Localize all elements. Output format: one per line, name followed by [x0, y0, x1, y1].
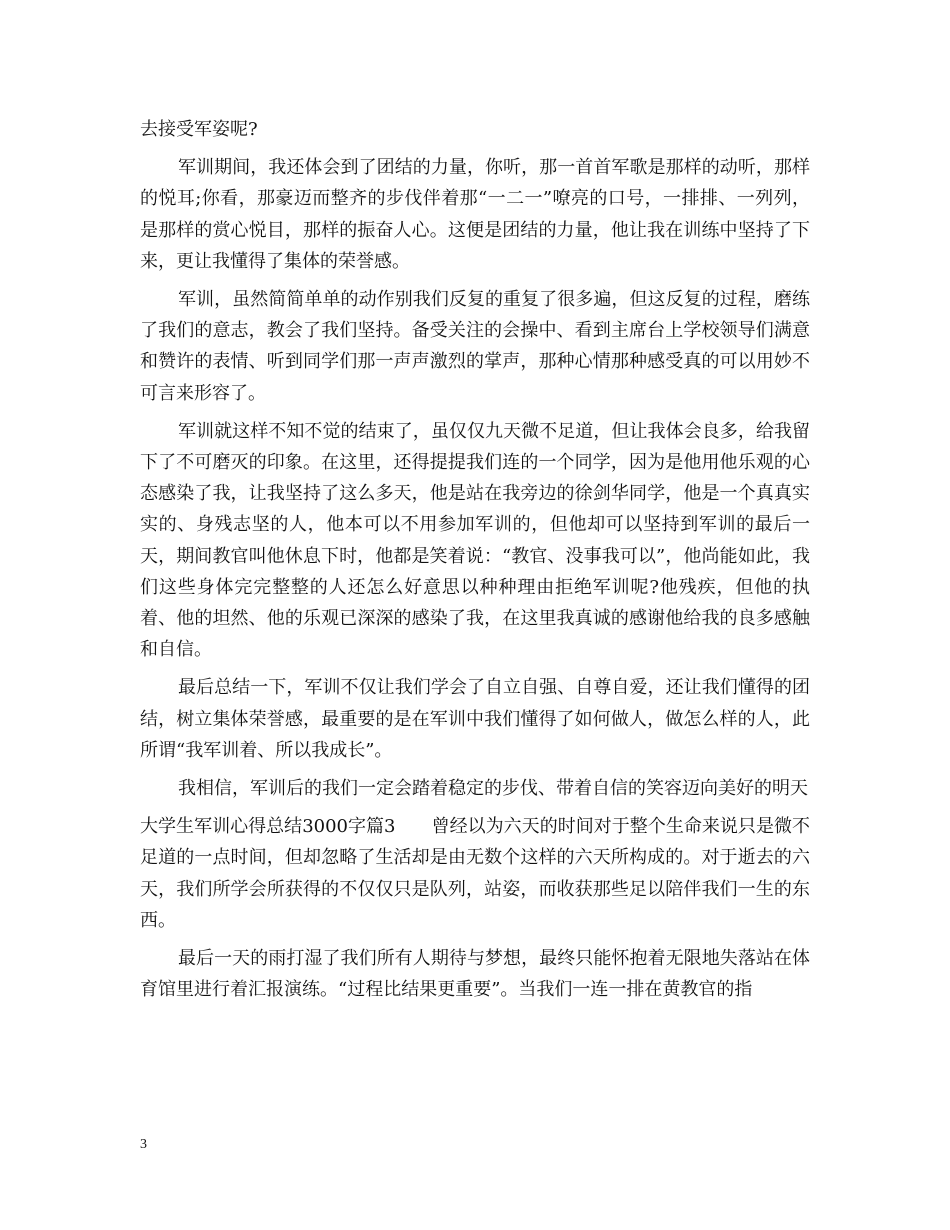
paragraph-7: 大学生军训心得总结3000字篇3 曾经以为六天的时间对于整个生命来说只是微不足道的一点时间，但却忽略了生活却是由无数个这样的六天所构成的。对于逝去的六天，我们所学会所获得的不仅仅只是队列，站姿，而收获那些足以陪伴我们一生的东西。 [140, 816, 810, 931]
page-number: 3 [140, 1137, 147, 1152]
paragraph-3: 军训，虽然简简单单的动作别我们反复的重复了很多遍，但这反复的过程，磨练了我们的意志，教会了我们坚持。备受关注的会操中、看到主席台上学校领导们满意和赞许的表情、听到同学们那一声声激烈的掌声，那种心情那种感受真的可以用妙不可言来形容了。 [140, 289, 810, 404]
paragraph-6: 我相信，军训后的我们一定会踏着稳定的步伐、带着自信的笑容迈向美好的明天 [178, 778, 808, 800]
paragraph-5: 最后总结一下，军训不仅让我们学会了自立自强、自尊自爱，还让我们懂得的团结，树立集体荣誉感，最重要的是在军训中我们懂得了如何做人，做怎么样的人，此所谓“我军训着、所以我成长”。 [140, 677, 810, 761]
paragraph-1: 去接受军姿呢? [140, 119, 258, 140]
paragraph-4: 军训就这样不知不觉的结束了，虽仅仅九天微不足道，但让我体会良多，给我留下了不可磨灭的印象。在这里，还得提提我们连的一个同学，因为是他用他乐观的心态感染了我，让我坚持了这么多天，他是站在我旁边的徐剑华同学，他是一个真真实实的、身残志坚的人，他本可以不用参加军训的，但他却可以坚持到军训的最后一天，期间教官叫他休息下时，他都是笑着说：“教官、没事我可以”，他尚能如此，我们这些身体完完整整的人还怎么好意思以种种理由拒绝军训呢?他残疾，但他的执着、他的坦然、他的乐观已深深的感染了我，在这里我真诚的感谢他给我的良多感触和自信。 [140, 420, 810, 661]
document-body [140, 114, 810, 1012]
paragraph-2: 军训期间，我还体会到了团结的力量，你听，那一首首军歌是那样的动听，那样的悦耳;你看，那豪迈而整齐的步伐伴着那“一二一”嘹亮的口号，一排排、一列列，是那样的赏心悦目，那样的振奋人心。这便是团结的力量，他让我在训练中坚持了下来，更让我懂得了集体的荣誉感。 [140, 157, 810, 272]
paragraph-8: 最后一天的雨打湿了我们所有人期待与梦想，最终只能怀抱着无限地失落站在体育馆里进行着汇报演练。“过程比结果更重要”。当我们一连一排在黄教官的指 [140, 948, 810, 1001]
